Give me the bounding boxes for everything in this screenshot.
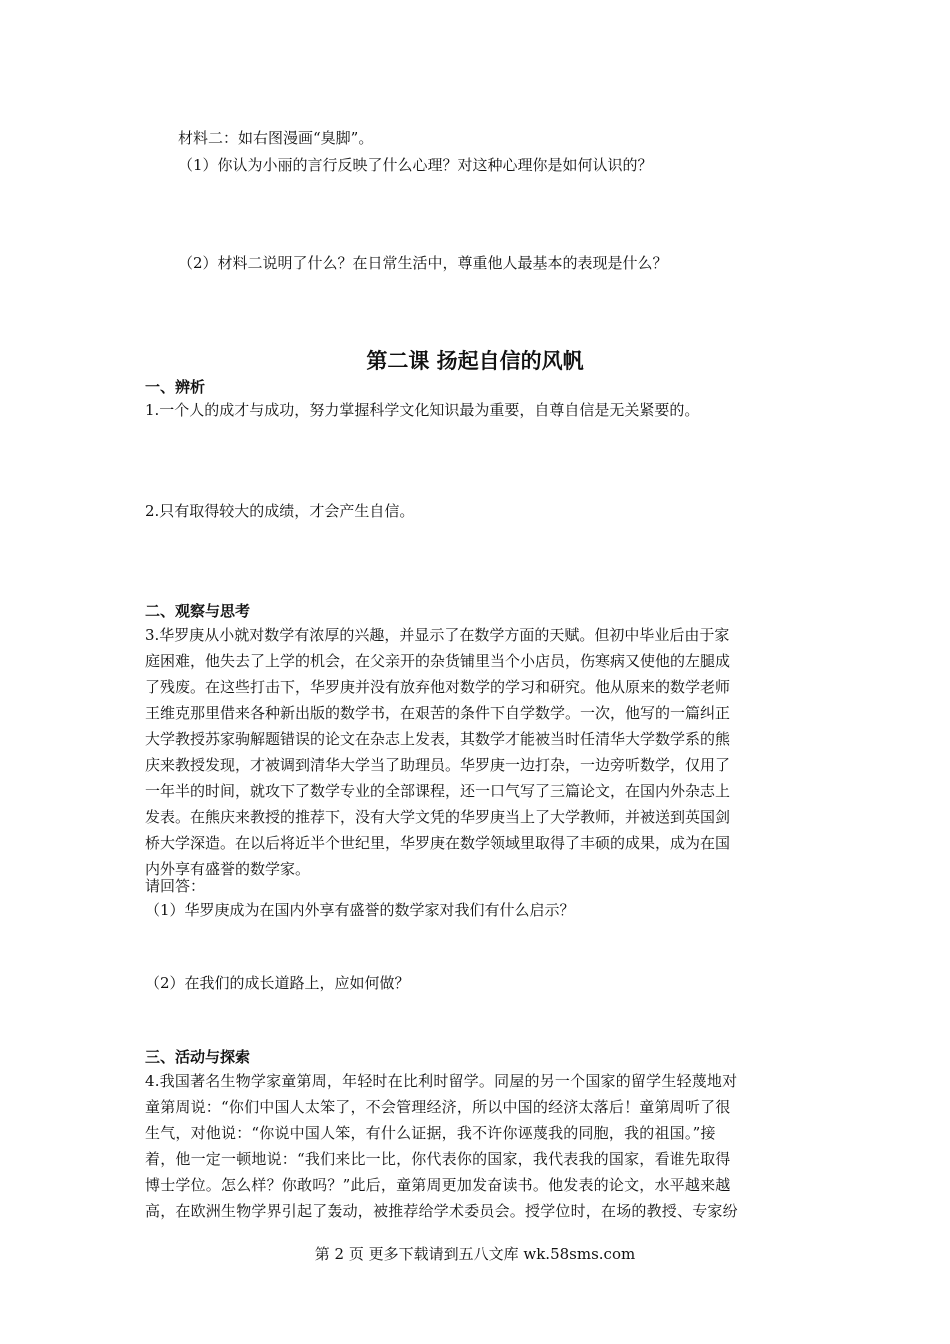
paragraph-line: 庆来教授发现，才被调到清华大学当了助理员。华罗庚一边打杂，一边旁听数学，仅用了 bbox=[145, 756, 731, 774]
section-2-paragraph bbox=[145, 622, 813, 882]
question-1-top: （1）你认为小丽的言行反映了什么心理？对这种心理你是如何认识的？ bbox=[178, 156, 653, 174]
section-2-question-2: （2）在我们的成长道路上，应如何做？ bbox=[145, 974, 410, 992]
paragraph-line: 庭困难，他失去了上学的机会，在父亲开的杂货铺里当个小店员，伤寒病又使他的左腿成 bbox=[145, 652, 731, 670]
material-two-line: 材料二：如右图漫画“臭脚”。 bbox=[178, 129, 374, 147]
lesson-title: 第二课 扬起自信的风帆 bbox=[366, 349, 584, 373]
paragraph-line: 高，在欧洲生物学界引起了轰动，被推荐给学术委员会。授学位时，在场的教授、专家纷 bbox=[145, 1202, 738, 1220]
paragraph-line: 生气，对他说：“你说中国人笨，有什么证据，我不许你诬蔑我的同胞，我的祖国。”接 bbox=[145, 1124, 716, 1142]
section-1-item-1: 1.一个人的成才与成功，努力掌握科学文化知识最为重要，自尊自信是无关紧要的。 bbox=[145, 401, 700, 419]
paragraph-line: 3.华罗庚从小就对数学有浓厚的兴趣，并显示了在数学方面的天赋。但初中毕业后由于家 bbox=[145, 626, 730, 644]
paragraph-line: 童第周说：“你们中国人太笨了，不会管理经济，所以中国的经济太落后！童第周听了很 bbox=[145, 1098, 731, 1116]
paragraph-line: 一年半的时间，就攻下了数学专业的全部课程，还一口气写了三篇论文，在国内外杂志上 bbox=[145, 782, 731, 800]
paragraph-line: 了残废。在这些打击下，华罗庚并没有放弃他对数学的学习和研究。他从原来的数学老师 bbox=[145, 678, 731, 696]
section-1-heading: 一、辨析 bbox=[145, 378, 206, 396]
paragraph-line: 桥大学深造。在以后将近半个世纪里，华罗庚在数学领域里取得了丰硕的成果，成为在国 bbox=[145, 834, 731, 852]
paragraph-line: 内外享有盛誉的数学家。 bbox=[145, 860, 311, 878]
paragraph-line: 王维克那里借来各种新出版的数学书，在艰苦的条件下自学数学。一次，他写的一篇纠正 bbox=[145, 704, 731, 722]
paragraph-line: 4.我国著名生物学家童第周，年轻时在比利时留学。同屋的另一个国家的留学生轻蔑地对 bbox=[145, 1072, 738, 1090]
section-1-item-2: 2.只有取得较大的成绩，才会产生自信。 bbox=[145, 502, 415, 520]
paragraph-line: 着，他一定一顿地说：“我们来比一比，你代表你的国家，我代表我的国家，看谁先取得 bbox=[145, 1150, 731, 1168]
paragraph-line: 发表。在熊庆来教授的推荐下，没有大学文凭的华罗庚当上了大学教师，并被送到英国剑 bbox=[145, 808, 731, 826]
question-2-top: （2）材料二说明了什么？在日常生活中，尊重他人最基本的表现是什么？ bbox=[178, 254, 668, 272]
ask-label: 请回答： bbox=[145, 877, 206, 895]
section-2-heading: 二、观察与思考 bbox=[145, 602, 251, 620]
section-2-question-1: （1）华罗庚成为在国内外享有盛誉的数学家对我们有什么启示？ bbox=[145, 901, 575, 919]
page-footer: 第 2 页 更多下载请到五八文库 wk.58sms.com bbox=[314, 1245, 636, 1263]
paragraph-line: 博士学位。怎么样？你敢吗？”此后，童第周更加发奋读书。他发表的论文，水平越来越 bbox=[145, 1176, 731, 1194]
paragraph-line: 大学教授苏家驹解题错误的论文在杂志上发表，其数学才能被当时任清华大学数学系的熊 bbox=[145, 730, 731, 748]
section-3-heading: 三、活动与探索 bbox=[145, 1048, 251, 1066]
section-3-paragraph bbox=[145, 1068, 813, 1224]
